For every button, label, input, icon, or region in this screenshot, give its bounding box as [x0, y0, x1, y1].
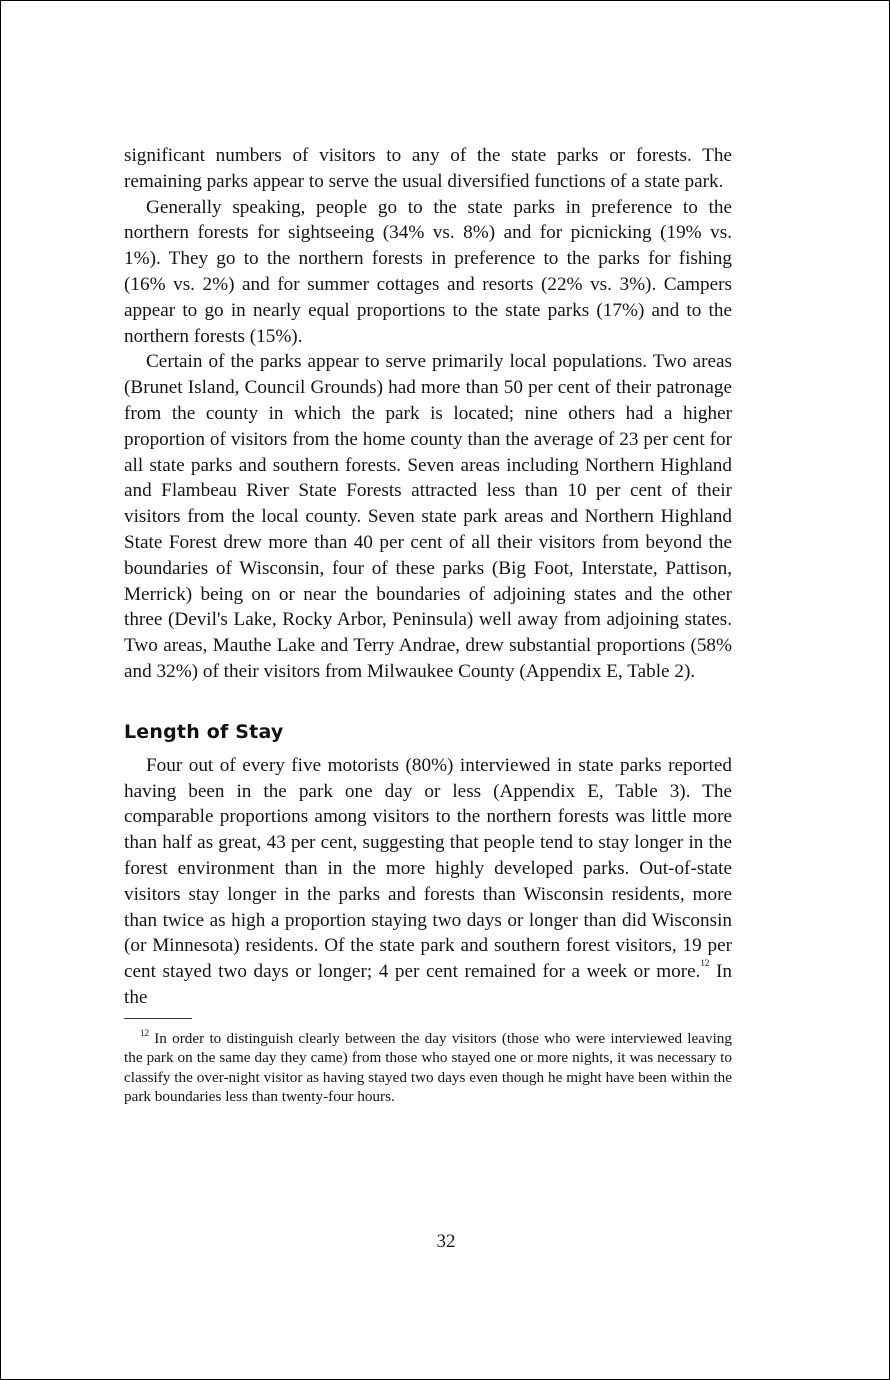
footnote-divider — [124, 1018, 192, 1019]
footnote-text: In order to distinguish clearly between the day visitors (those who were interviewed leaving the park on the same day they came) from those who stayed one or more nights, it was necessary to classify the over-night visitor as having stayed two days even though he might have been within the park boundaries less than twenty-four hours. — [124, 1029, 732, 1106]
page-content — [124, 143, 732, 1107]
footnote-reference-mark: 12 — [700, 958, 710, 969]
page-number: 32 — [436, 1231, 456, 1252]
footnote — [124, 1029, 732, 1107]
paragraph-local-populations: Certain of the parks appear to serve primarily local populations. Two areas (Brunet Island, Council Grounds) had more than 50 per cent of their patronage from the county in which the park is located; nine others had a higher proportion of visitors from the home county than the average of 23 per cent for all state parks and southern forests. Seven areas including Northern Highland and Flambeau River State Forests attracted less than 10 per cent of their visitors from the local county. Seven state park areas and Northern Highland State Forest drew more than 40 per cent of all their visitors from beyond the boundaries of Wisconsin, four of these parks (Big Foot, Interstate, Pattison, Merrick) being on or near the boundaries of adjoining states and the other three (Devil's Lake, Rocky Arbor, Peninsula) well away from adjoining states. Two areas, Mauthe Lake and Terry Andrae, drew substantial proportions (58% and 32%) of their visitors from Milwaukee County (Appendix E, Table 2). — [124, 351, 732, 682]
paragraph-park-preferences: Generally speaking, people go to the state parks in preference to the northern forests for sightseeing (34% vs. 8%) and for picnicking (19% vs. 1%). They go to the northern forests in preference to the parks for fishing (16% vs. 2%) and for summer cottages and resorts (22% vs. 3%). Campers appear to go in nearly equal proportions to the state parks (17%) and to the northern forests (15%). — [124, 196, 732, 347]
paragraph-length-of-stay-tail: In the — [124, 961, 732, 1008]
paragraph-length-of-stay-text: Four out of every five motorists (80%) interviewed in state parks reported having been in the park one day or less (Appendix E, Table 3). The comparable proportions among visitors to the northern forests was little more than half as great, 43 per cent, suggesting that people tend to stay longer in the forest environment than in the more highly developed parks. Out-of-state visitors stay longer in the parks and forests than Wisconsin residents, more than twice as high a proportion staying two days or longer than did Wisconsin (or Minnesota) residents. Of the state park and southern forest visitors, 19 per cent stayed two days or longer; 4 per cent remained for a week or more. — [124, 754, 732, 983]
footnote-mark: 12 — [140, 1027, 149, 1038]
section-heading-length-of-stay: Length of Stay — [124, 720, 284, 743]
paragraph-continuation: significant numbers of visitors to any of the state parks or forests. The remaining parks appear to serve the usual diversified functions of a state park. — [124, 145, 732, 192]
paragraph-length-of-stay — [124, 753, 732, 1011]
